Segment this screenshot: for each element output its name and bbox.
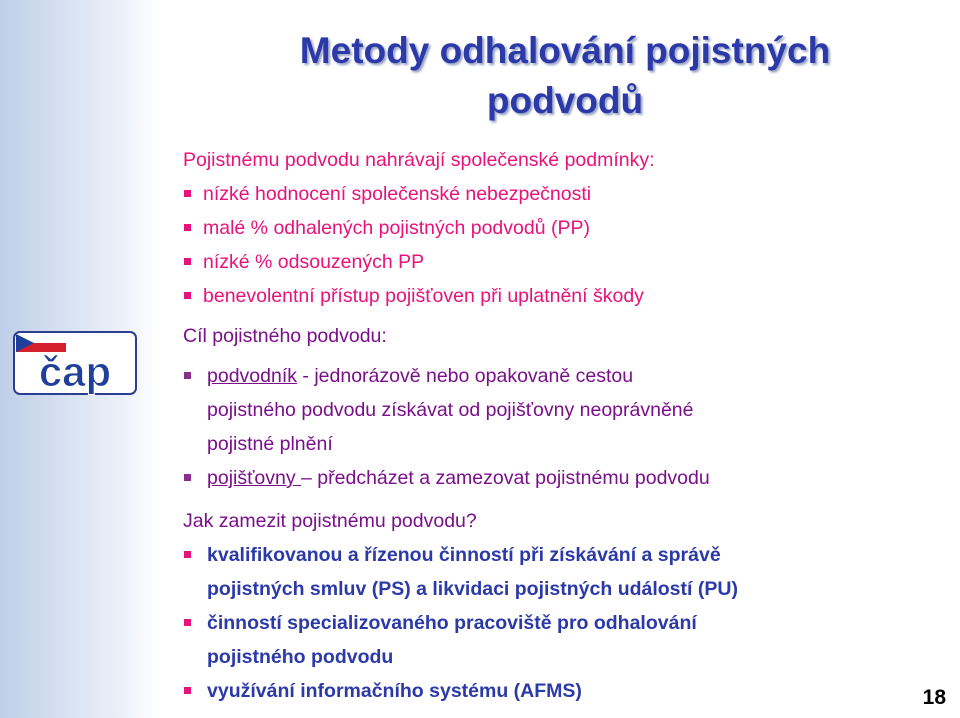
slide-content xyxy=(183,143,953,708)
section3-item: činností specializovaného pracoviště pro odhalování pojistného podvodu xyxy=(183,606,953,674)
section2-item: pojišťovny – předcházet a zamezovat pojistnému podvodu xyxy=(183,461,953,495)
section1-item: nízké % odsouzených PP xyxy=(183,245,953,279)
section3-item: kvalifikovanou a řízenou činností při získávání a správě pojistných smluv (PS) a likvidaci pojistných událostí (PU) xyxy=(183,538,953,606)
section1-item: nízké hodnocení společenské nebezpečnosti xyxy=(183,177,953,211)
section2-item: podvodník - jednorázově nebo opakovaně cestou pojistného podvodu získávat od pojišťovny neoprávněné pojistné plnění xyxy=(183,359,953,461)
section3-heading: Jak zamezit pojistnému podvodu? xyxy=(183,510,477,532)
section1-item: benevolentní přístup pojišťoven při uplatnění škody xyxy=(183,279,953,313)
term-pojistovny: pojišťovny xyxy=(207,467,302,489)
cap-logo xyxy=(12,330,138,396)
slide-title xyxy=(170,26,960,126)
page-number: 18 xyxy=(922,686,946,709)
title-line-1: Metody odhalování pojistných xyxy=(299,30,831,71)
bullet-square-icon xyxy=(184,190,191,197)
bullet-square-icon xyxy=(184,619,191,626)
bullet-square-icon xyxy=(184,372,191,379)
title-line-2: podvodů xyxy=(486,80,644,121)
section1-heading: Pojistnému podvodu nahrávají společenské podmínky: xyxy=(183,149,655,171)
section3-item: využívání informačního systému (AFMS) xyxy=(183,674,953,708)
bullet-square-icon xyxy=(184,687,191,694)
bullet-square-icon xyxy=(184,258,191,265)
bullet-square-icon xyxy=(184,292,191,299)
term-podvodnik: podvodník xyxy=(207,365,297,387)
section2-heading: Cíl pojistného podvodu: xyxy=(183,325,387,347)
slide-sidebar xyxy=(0,0,158,718)
bullet-square-icon xyxy=(184,551,191,558)
logo-text: čap xyxy=(38,348,112,395)
bullet-square-icon xyxy=(184,474,191,481)
bullet-square-icon xyxy=(184,224,191,231)
section1-item: malé % odhalených pojistných podvodů (PP) xyxy=(183,211,953,245)
